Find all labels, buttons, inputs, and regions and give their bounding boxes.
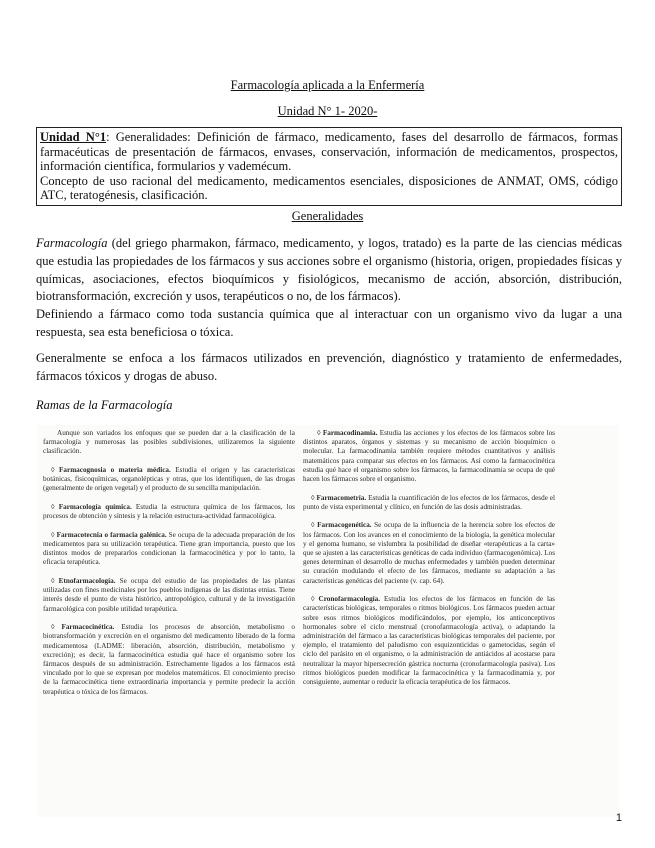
scan-text: Se ocupa de la adecuada preparación de los medicamentos para su utilización terapéutica. Tiene gran importancia, puesto que los distintos modos de prepararlos condicionan la farmacocinética y por lo tanto, la eficacia terapéutica. xyxy=(43,530,295,567)
scan-text: Se ocupa del estudio de las propiedades de las plantas utilizadas con fines medicinales por los pueblos indígenas de las distintas etnias. Tiene interés desde el punto de vista histórico, antropológico, cultural y de la investigación farmacológica con posible utilidad terapéutica. xyxy=(43,577,295,613)
farmaco-definition-paragraph: Definiendo a fármaco como toda sustancia química que al interactuar con un organismo vivo da lugar a una respuesta, sea esta beneficiosa o tóxica. xyxy=(36,307,622,339)
scan-paragraph xyxy=(43,429,295,457)
scan-paragraph xyxy=(303,494,555,512)
section-heading: Generalidades xyxy=(291,209,364,223)
page-number: 1 xyxy=(615,812,622,824)
scan-text: Estudia los efectos de los fármacos en función de las características biológicas, temporales o ritmos biológicos. Los fármacos pueden actuar sobre esos ritmos biológicos modificándolos, por ejemplo, los anticonceptivos hormonales sobre el ciclo menstrual (cronofarmacología activa), o adaptando la administración del fármaco a las características biológicas temporales del paciente, por ejemplo, el tratamiento del paludismo con esquizonticidas o gametocidas, según el ciclo del parásito en el organismo, o la administración de antiácidos al acostarse para neutralizar la mayor hipersecreción gástrica nocturna (cronofarmacología pasiva). Los ritmos biológicos pueden modificar la farmacocinética y la farmacodinamia y, por consiguiente, aumentar o reducir la eficacia terapéutica de los fármacos. xyxy=(303,595,555,687)
scan-term: ◊ Cronofarmacología. xyxy=(311,595,381,604)
unit-summary-text: : Generalidades: Definición de fármaco, medicamento, fases del desarrollo de fármacos, formas farmacéuticas de presentación de fármacos, envases, conservación, información de medicamentos, prospectos, información científica, formularios y vademécum. xyxy=(40,130,618,173)
scan-left-column xyxy=(43,429,295,706)
scan-paragraph xyxy=(303,429,555,484)
scan-text: Estudia la cuantificación de los efectos de los fármacos, desde el punto de vista experimental y clínico, en función de las dosis administradas. xyxy=(303,493,555,511)
scan-term: ◊ Farmacología química. xyxy=(51,503,132,511)
scan-right-column xyxy=(303,429,555,697)
definition-text: (del griego pharmakon, fármaco, medicamento, y logos, tratado) es la parte de las ciencias médicas que estudia las propiedades de los fármacos y sus acciones sobre el organismo (historia, origen, propiedades físicas y químicas, asociaciones, efectos bioquímicos y fisiológicos, mecanismo de acción, absorción, distribución, biotransformación, excreción y usos, terapéuticos o no, de los fármacos). xyxy=(36,236,622,304)
unit-label: Unidad N°1 xyxy=(40,130,107,144)
scan-term: ◊ Farmacogenética. xyxy=(311,521,372,530)
scan-text: Estudia las acciones y los efectos de los fármacos sobre los distintos aparatos, órganos y sistemas y su mecanismo de acción bioquímico o molecular. La farmacodinamia también requiere métodos cuantitativos y análisis matemáticos para comparar sus efectos en los fármacos. Así como la farmacocinética estudia qué hace el organismo sobre los fármacos, la farmacodinamia se ocupa de qué hacen los fármacos sobre el organismo. xyxy=(303,429,555,484)
scan-paragraph xyxy=(43,577,295,614)
scan-term: ◊ Farmacometría. xyxy=(311,493,367,502)
scan-term: ◊ Farmacognosia o materia médica. xyxy=(51,466,171,474)
unit-summary-line2: Concepto de uso racional del medicamento, medicamentos esenciales, disposiciones de ANMAT, OMS, código ATC, teratogénesis, clasificación. xyxy=(40,173,618,202)
scan-text: Aunque son variados los enfoques que se pueden dar a la clasificación de la farmacología y numerosas las posibles subdivisiones, utilizaremos la siguiente clasificación. xyxy=(43,429,295,456)
definition-paragraph xyxy=(36,235,622,306)
scan-paragraph xyxy=(43,531,295,568)
scan-term: ◊ Etnofarmacología. xyxy=(51,577,116,585)
scan-term: ◊ Farmacocinética. xyxy=(51,623,115,632)
scan-paragraph xyxy=(43,503,295,521)
scanned-textbook-excerpt xyxy=(37,425,619,817)
scan-text: Estudia el origen y las características botánicas, fisicoquímicas, organolépticas y otras, que los identifiquen, de las drogas (generalmente de origen vegetal) y el producto de su sencilla manipulación. xyxy=(43,466,295,493)
defined-term: Farmacología xyxy=(36,236,108,250)
unit-summary-line1 xyxy=(40,130,618,174)
ramas-heading: Ramas de la Farmacología xyxy=(36,398,173,412)
course-title: Farmacología aplicada a la Enfermería xyxy=(230,78,425,92)
unit-summary-box xyxy=(36,127,622,206)
scan-text: Se ocupa de la influencia de la herencia sobre los efectos de los fármacos. Con los avances en el conocimiento de la biología, la genética molecular y el genoma humano, se vislumbra la posibilidad de diseñar «terapéuticas a la carta» que se ajusten a las características genéticas de cada individuo (farmacogenómica). Los genes determinan el desarrollo de muchas enfermedades y también pueden determinar su curación modulando el efecto de los fármacos, mediante su adaptación a las características genéticas del paciente (v. cap. 64). xyxy=(303,521,555,585)
scan-term: ◊ Farmacodinamia. xyxy=(317,429,378,437)
scan-paragraph xyxy=(303,595,555,687)
scan-paragraph xyxy=(303,521,555,585)
scan-text: Estudia los procesos de absorción, metabolismo o biotransformación y excreción en el organismo del medicamento liberado de la forma medicamentosa (LADME: liberación, absorción, distribución, metabolismo y excreción); es decir, la farmacocinética estudia qué hace el organismo sobre los fármacos después de su administración. Estrechamente ligados a los fármacos está vinculado por lo que se expresan por modelos matemáticos. El conocimiento preciso de la farmacocinética tiene extraordinaria importancia y permite predecir la acción terapéutica o tóxica de los fármacos. xyxy=(43,623,295,696)
scan-term: ◊ Farmacotecnia o farmacia galénica. xyxy=(51,530,167,539)
unit-title: Unidad N° 1- 2020- xyxy=(277,104,378,118)
focus-paragraph: Generalmente se enfoca a los fármacos utilizados en prevención, diagnóstico y tratamiento de enfermedades, fármacos tóxicos y drogas de abuso. xyxy=(36,351,622,383)
scan-paragraph xyxy=(43,466,295,494)
scan-paragraph xyxy=(43,623,295,697)
scan-text: Estudia la estructura química de los fármacos, los procesos de obtención y síntesis y la relación estructura-actividad farmacológica. xyxy=(43,503,295,521)
